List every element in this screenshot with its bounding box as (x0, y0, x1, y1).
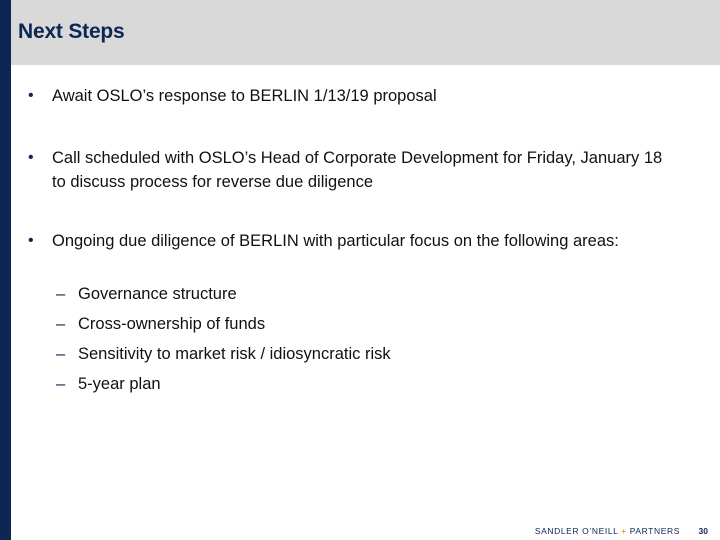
sub-bullet-item (56, 312, 656, 336)
sub-bullet-item (56, 282, 656, 306)
dash-icon: – (56, 375, 66, 393)
bullet-item (28, 84, 668, 108)
sub-bullet-item (56, 342, 656, 366)
bullet-item (28, 229, 668, 253)
bullet-icon: • (28, 87, 34, 104)
bullet-icon: • (28, 232, 34, 249)
sub-bullet-text: 5-year plan (78, 375, 161, 393)
sub-bullet-text: Governance structure (78, 285, 237, 303)
dash-icon: – (56, 345, 66, 363)
bullet-text: Ongoing due diligence of BERLIN with particular focus on the following areas: (52, 232, 619, 250)
firm-name-part2: PARTNERS (629, 526, 680, 536)
sub-bullet-item (56, 372, 656, 396)
dash-icon: – (56, 285, 66, 303)
sub-bullet-text: Cross-ownership of funds (78, 315, 266, 333)
bullet-icon: • (28, 149, 34, 166)
page-number: 30 (698, 526, 708, 536)
firm-name-part1: SANDLER O’NEILL (534, 526, 619, 536)
bullet-text: Call scheduled with OSLO’s Head of Corporate Development for Friday, January 18 to discuss process for reverse due diligence (52, 149, 663, 191)
bullet-item (28, 146, 668, 194)
dash-icon: – (56, 315, 66, 333)
sub-bullet-text: Sensitivity to market risk / idiosyncratic risk (78, 345, 391, 363)
slide-title: Next Steps (18, 20, 125, 43)
plus-icon: + (621, 526, 627, 536)
bullet-text: Await OSLO’s response to BERLIN 1/13/19 proposal (52, 87, 437, 105)
firm-logo-text (535, 526, 680, 536)
